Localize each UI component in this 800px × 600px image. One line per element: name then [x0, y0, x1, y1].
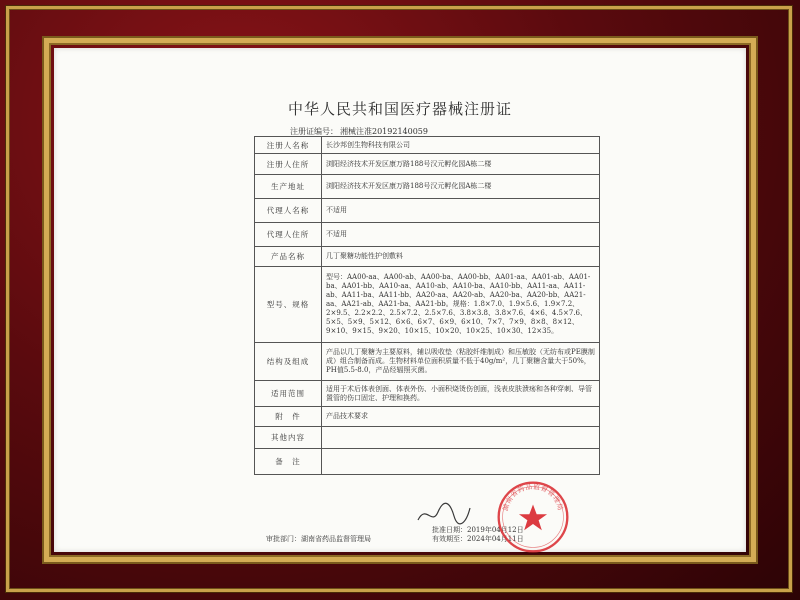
table-row — [255, 407, 600, 427]
table-row — [255, 381, 600, 407]
approval-department-line — [266, 534, 371, 544]
table-row — [255, 247, 600, 267]
approval-department: 湖南省药品监督管理局 — [301, 535, 371, 543]
table-row — [255, 223, 600, 247]
row-value — [322, 449, 600, 475]
expiry-date: 有效期至：2024年04月11日 — [432, 535, 524, 543]
row-key: 结构及组成 — [255, 343, 322, 381]
row-value: 浏阳经济技术开发区康万路188号汉元孵化园A栋二楼 — [322, 154, 600, 175]
registration-number-label: 注册证编号： — [290, 127, 338, 136]
row-value: 几丁聚糖功能性护创敷料 — [322, 247, 600, 267]
row-key: 产品名称 — [255, 247, 322, 267]
row-key: 注册人住所 — [255, 154, 322, 175]
row-value: 产品技术要求 — [322, 407, 600, 427]
table-row — [255, 199, 600, 223]
row-key: 代理人名称 — [255, 199, 322, 223]
approval-department-label: 审批部门： — [266, 535, 301, 543]
table-row — [255, 137, 600, 154]
row-key: 代理人住所 — [255, 223, 322, 247]
table-row — [255, 427, 600, 449]
row-value: 长沙邦创生物科技有限公司 — [322, 137, 600, 154]
row-key: 其他内容 — [255, 427, 322, 449]
row-key: 附 件 — [255, 407, 322, 427]
row-key: 生产地址 — [255, 175, 322, 199]
approval-date: 批准日期：2019年04月12日 — [432, 526, 524, 534]
certificate-title: 中华人民共和国医疗器械注册证 — [287, 100, 512, 118]
table-row — [255, 343, 600, 381]
table-row — [255, 267, 600, 343]
official-seal-stamp — [494, 478, 572, 556]
row-value: 浏阳经济技术开发区康万路188号汉元孵化园A栋二楼 — [322, 175, 600, 199]
certificate-paper — [54, 48, 746, 552]
row-value: 型号：AA00-aa、AA00-ab、AA00-ba、AA00-bb、AA01-aa、AA01-ab、AA01-ba、AA01-bb、AA10-aa、AA10-ab、AA10-ba、AA10-bb、AA11-aa、AA11-ab、AA11-ba、AA11-bb、AA20-aa、AA20-ab、AA20-ba、AA20-bb、AA21-aa、AA21-ab、AA21-ba、AA21-bb。规格：1.8×7.0、1.9×5.6、1.9×7.2、2×9.5、2.2×2.2、2.5×7.2、2.5×7.6、3.8×3.8、3.8×7.6、4×6、4.5×7.6、5×5、5×9、5×12、6×6、6×7、6×9、6×10、7×7、7×9、8×8、8×12、9×10、9×15、9×20、10×15、10×20、10×25、10×30、12×35。 — [322, 267, 600, 343]
table-row — [255, 449, 600, 475]
signature-scribble — [414, 498, 474, 528]
table-row — [255, 154, 600, 175]
row-key: 型号、规格 — [255, 267, 322, 343]
registration-number: 湘械注准20192140059 — [340, 127, 428, 136]
row-value: 不适用 — [322, 199, 600, 223]
row-value: 适用于术后体表创面、体表外伤、小面积烧烫伤创面，浅表皮肤溃疡和各种穿刺、导管置管的伤口固定、护理和换药。 — [322, 381, 600, 407]
row-value — [322, 427, 600, 449]
stamp-text: 湖南省药品监督管理局 — [501, 482, 565, 512]
row-key: 适用范围 — [255, 381, 322, 407]
row-key: 备 注 — [255, 449, 322, 475]
row-value: 产品以几丁聚糖为主要原料，辅以吸收垫（粘胶纤维制成）和压敏胶（无纺布或PE膜制成）组合制备而成。生物材料单位面积质量不低于40g/m²，几丁聚糖含量大于50%，PH值5.5-8.0，产品经辐照灭菌。 — [322, 343, 600, 381]
table-row — [255, 175, 600, 199]
certificate-table — [254, 136, 600, 475]
row-value: 不适用 — [322, 223, 600, 247]
row-key: 注册人名称 — [255, 137, 322, 154]
